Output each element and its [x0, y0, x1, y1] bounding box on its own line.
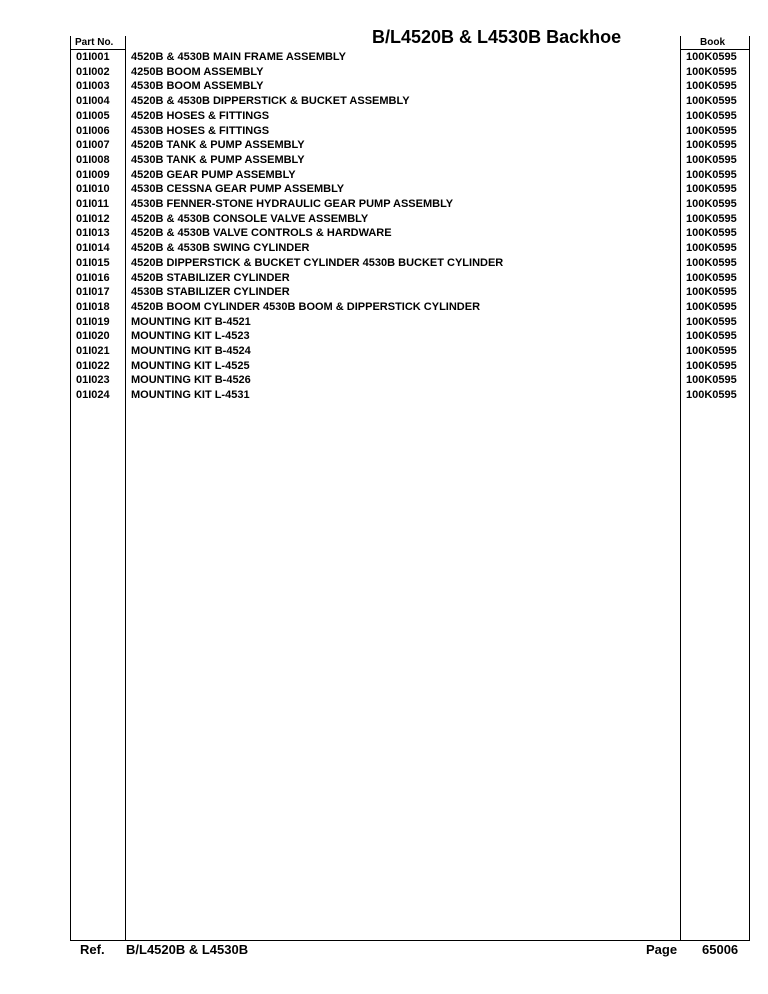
- part-number-cell: 01I019: [76, 315, 110, 328]
- book-cell: 100K0595: [686, 168, 737, 181]
- book-cell: 100K0595: [686, 345, 737, 357]
- part-number-cell: 01I015: [76, 256, 110, 269]
- part-number-cell: 01I021: [76, 345, 110, 357]
- book-cell: 100K0595: [686, 183, 737, 196]
- description-cell: 4530B FENNER-STONE HYDRAULIC GEAR PUMP ASSEMBLY: [131, 198, 454, 210]
- description-cell: 4520B GEAR PUMP ASSEMBLY: [131, 168, 296, 181]
- book-cell: 100K0595: [686, 256, 737, 269]
- book-cell: 100K0595: [686, 139, 737, 152]
- table-row: [0, 359, 768, 374]
- table-row: [0, 94, 768, 109]
- book-cell: 100K0595: [686, 389, 737, 402]
- description-cell: 4520B DIPPERSTICK & BUCKET CYLINDER 4530B BUCKET CYLINDER: [131, 256, 504, 269]
- part-number-cell: 01I014: [76, 242, 110, 255]
- table-row: [0, 373, 768, 388]
- part-number-cell: 01I006: [76, 124, 110, 137]
- footer-page-number: 65006: [702, 942, 739, 957]
- part-number-cell: 01I008: [76, 153, 110, 166]
- part-number-cell: 01I009: [76, 168, 110, 181]
- book-cell: 100K0595: [686, 286, 737, 299]
- table-row: [0, 124, 768, 139]
- book-cell: 100K0595: [686, 227, 737, 240]
- description-cell: 4530B CESSNA GEAR PUMP ASSEMBLY: [131, 183, 345, 196]
- book-cell: 100K0595: [686, 153, 737, 166]
- part-no-header: Part No.: [75, 37, 114, 48]
- footer-ref-name: B/L4520B & L4530B: [126, 942, 249, 957]
- part-number-cell: 01I007: [76, 139, 110, 152]
- description-cell: 4250B BOOM ASSEMBLY: [131, 65, 264, 78]
- description-cell: 4520B & 4530B CONSOLE VALVE ASSEMBLY: [131, 212, 369, 225]
- table-row: [0, 300, 768, 315]
- description-cell: 4530B HOSES & FITTINGS: [131, 124, 270, 137]
- description-cell: MOUNTING KIT B-4526: [131, 374, 251, 387]
- book-cell: 100K0595: [686, 109, 737, 122]
- book-cell: 100K0595: [686, 242, 737, 255]
- part-number-cell: 01I001: [76, 51, 110, 63]
- table-row: [0, 65, 768, 80]
- table-row: [0, 168, 768, 183]
- table-row: [0, 197, 768, 212]
- table-row: [0, 271, 768, 286]
- footer-ref-label: Ref.: [80, 942, 105, 957]
- description-cell: MOUNTING KIT L-4531: [131, 389, 250, 402]
- table-row: [0, 182, 768, 197]
- description-cell: 4530B TANK & PUMP ASSEMBLY: [131, 153, 305, 166]
- book-cell: 100K0595: [686, 330, 737, 343]
- part-number-cell: 01I018: [76, 300, 110, 313]
- book-cell: 100K0595: [686, 359, 737, 372]
- description-cell: 4520B & 4530B MAIN FRAME ASSEMBLY: [131, 51, 346, 63]
- part-number-cell: 01I020: [76, 330, 110, 343]
- book-cell: 100K0595: [686, 315, 737, 328]
- table-row: [0, 153, 768, 168]
- description-cell: MOUNTING KIT B-4521: [131, 315, 251, 328]
- table-row: [0, 329, 768, 344]
- book-cell: 100K0595: [686, 212, 737, 225]
- table-row: [0, 138, 768, 153]
- book-cell: 100K0595: [686, 374, 737, 387]
- table-row: [0, 79, 768, 94]
- table-row: [0, 256, 768, 271]
- footer-page-label: Page: [646, 942, 678, 957]
- book-cell: 100K0595: [686, 80, 737, 93]
- part-number-cell: 01I004: [76, 95, 110, 108]
- part-number-cell: 01I013: [76, 227, 110, 240]
- description-cell: 4520B STABILIZER CYLINDER: [131, 271, 290, 284]
- part-number-cell: 01I022: [76, 359, 110, 372]
- table-row: [0, 226, 768, 241]
- footer-rule: [70, 940, 750, 941]
- book-cell: 100K0595: [686, 65, 737, 78]
- part-number-cell: 01I016: [76, 271, 110, 284]
- table-row: [0, 315, 768, 330]
- book-cell: 100K0595: [686, 271, 737, 284]
- page-title: B/L4520B & L4530B Backhoe: [372, 27, 622, 47]
- part-number-cell: 01I003: [76, 80, 110, 93]
- book-cell: 100K0595: [686, 300, 737, 313]
- part-number-cell: 01I010: [76, 183, 110, 196]
- description-cell: 4520B HOSES & FITTINGS: [131, 109, 270, 122]
- book-cell: 100K0595: [686, 198, 737, 210]
- description-cell: MOUNTING KIT B-4524: [131, 345, 251, 357]
- description-cell: 4520B BOOM CYLINDER 4530B BOOM & DIPPERSTICK CYLINDER: [131, 300, 481, 313]
- part-number-cell: 01I012: [76, 212, 110, 225]
- part-number-cell: 01I002: [76, 65, 110, 78]
- table-row: [0, 50, 768, 65]
- description-cell: 4520B TANK & PUMP ASSEMBLY: [131, 139, 305, 152]
- description-cell: 4530B STABILIZER CYLINDER: [131, 286, 290, 299]
- part-number-cell: 01I011: [76, 198, 110, 210]
- table-row: [0, 285, 768, 300]
- description-cell: MOUNTING KIT L-4523: [131, 330, 250, 343]
- table-row: [0, 212, 768, 227]
- description-cell: 4530B BOOM ASSEMBLY: [131, 80, 264, 93]
- table-row: [0, 344, 768, 359]
- description-cell: 4520B & 4530B VALVE CONTROLS & HARDWARE: [131, 227, 392, 240]
- part-number-cell: 01I017: [76, 286, 110, 299]
- part-number-cell: 01I024: [76, 389, 110, 402]
- table-row: [0, 388, 768, 403]
- description-cell: 4520B & 4530B DIPPERSTICK & BUCKET ASSEMBLY: [131, 95, 410, 108]
- book-header: Book: [700, 37, 725, 48]
- part-number-cell: 01I005: [76, 109, 110, 122]
- table-row: [0, 109, 768, 124]
- book-cell: 100K0595: [686, 95, 737, 108]
- table-row: [0, 241, 768, 256]
- book-cell: 100K0595: [686, 124, 737, 137]
- description-cell: 4520B & 4530B SWING CYLINDER: [131, 242, 310, 255]
- book-cell: 100K0595: [686, 51, 737, 63]
- description-cell: MOUNTING KIT L-4525: [131, 359, 250, 372]
- part-number-cell: 01I023: [76, 374, 110, 387]
